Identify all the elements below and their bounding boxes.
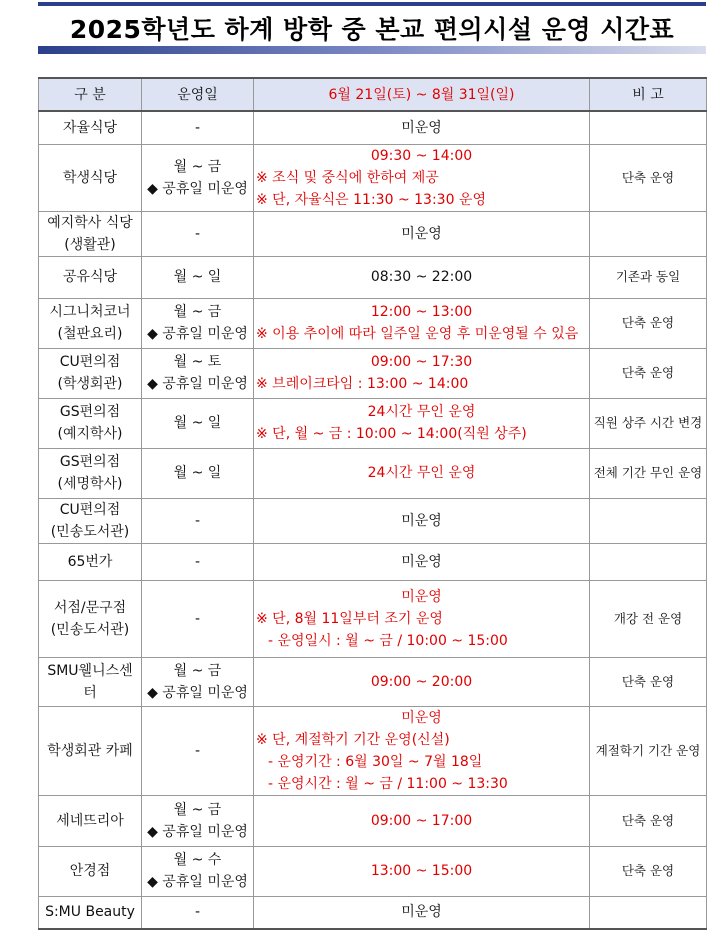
operating-days-cell — [142, 543, 254, 580]
facility-name-cell — [39, 580, 142, 657]
title-bottom-rule — [38, 46, 706, 54]
facility-name: CU편의점 — [59, 354, 121, 370]
facility-name: 세네뜨리아 — [56, 812, 124, 829]
operating-days: - — [194, 904, 201, 921]
facility-name: S:MU Beauty — [45, 904, 135, 921]
operating-days: 월 ~ 금 — [173, 158, 222, 175]
facility-name: SMU웰니스센터 — [47, 662, 133, 701]
facility-name-cell — [39, 298, 142, 348]
holiday-note: ◆ 공휴일 미운영 — [147, 684, 248, 701]
facility-name: 예지학사 식당 — [47, 214, 133, 231]
table-row — [39, 211, 707, 256]
hours-note: ※ 이용 추이에 따라 일주일 운영 후 미운영될 수 있음 — [256, 326, 579, 342]
hours-note: ※ 브레이크타임 : 13:00 ~ 14:00 — [256, 376, 469, 392]
operating-days-cell — [142, 795, 254, 846]
page-title: 2025학년도 하계 방학 중 본교 편의시설 운영 시간표 — [69, 15, 675, 44]
operating-hours: 09:00 ~ 17:00 — [370, 812, 473, 829]
operating-hours-cell — [254, 846, 590, 896]
facility-name-cell — [39, 211, 142, 256]
table-row — [39, 448, 707, 498]
operating-days-cell — [142, 144, 254, 211]
facility-name-cell — [39, 448, 142, 498]
table-row — [39, 795, 707, 846]
hours-note: - 운영기간 : 6월 30일 ~ 7월 18일 — [268, 753, 483, 770]
operating-days-cell — [142, 298, 254, 348]
remark-cell: 단축 운영 — [590, 144, 707, 211]
operating-hours: 미운영 — [401, 512, 442, 529]
remark-cell — [590, 498, 707, 543]
holiday-note: ◆ 공휴일 미운영 — [147, 326, 248, 342]
remark-cell: 단축 운영 — [590, 348, 707, 398]
operating-hours: 미운영 — [401, 588, 442, 605]
table-row — [39, 256, 707, 298]
facility-name-cell — [39, 256, 142, 298]
facility-name: 시그니처코너 — [49, 304, 131, 320]
remark-cell: 단축 운영 — [590, 657, 707, 706]
operating-hours-cell — [254, 543, 590, 580]
facility-name: (민송도서관) — [50, 621, 130, 638]
operating-hours: 미운영 — [401, 119, 442, 136]
facility-name: 학생회관 카페 — [47, 742, 133, 759]
operating-days-cell — [142, 256, 254, 298]
hours-note: ※ 단, 8월 11일부터 조기 운영 — [256, 610, 443, 627]
title-top-rule — [38, 2, 706, 6]
hours-note: ※ 단, 월 ~ 금 : 10:00 ~ 14:00(직원 상주) — [256, 426, 527, 442]
remark-cell — [590, 111, 707, 144]
operating-days-cell — [142, 398, 254, 448]
table-header-row — [39, 78, 707, 111]
facility-name-cell — [39, 896, 142, 929]
facility-name: (철판요리) — [57, 326, 123, 342]
remark-cell: 기존과 동일 — [590, 256, 707, 298]
operating-hours-cell — [254, 896, 590, 929]
operating-days: - — [194, 225, 201, 242]
remark-cell: 전체 기간 무인 운영 — [590, 448, 707, 498]
table-row — [39, 498, 707, 543]
facility-name-cell — [39, 795, 142, 846]
facility-name: (학생회관) — [57, 376, 123, 392]
operating-hours-cell — [254, 398, 590, 448]
facility-name: 65번가 — [67, 553, 113, 570]
operating-days-cell — [142, 211, 254, 256]
hours-note: - 운영시간 : 월 ~ 금 / 11:00 ~ 13:30 — [268, 775, 508, 792]
operating-hours: 13:00 ~ 15:00 — [370, 863, 473, 879]
facility-name: (민송도서관) — [50, 523, 130, 540]
remark-cell — [590, 211, 707, 256]
operating-hours: 24시간 무인 운영 — [367, 465, 476, 481]
hours-note: ※ 단, 계절학기 기간 운영(신설) — [256, 731, 450, 748]
operating-days: - — [194, 512, 201, 529]
operating-hours-cell — [254, 657, 590, 706]
operating-days-cell — [142, 580, 254, 657]
operating-days: 월 ~ 일 — [173, 269, 222, 285]
remark-cell: 단축 운영 — [590, 846, 707, 896]
header-days: 운영일 — [142, 78, 254, 111]
operating-days: 월 ~ 수 — [173, 852, 222, 868]
header-category: 구 분 — [39, 78, 142, 111]
hours-note: - 운영일시 : 월 ~ 금 / 10:00 ~ 15:00 — [268, 632, 508, 649]
schedule-table — [38, 77, 707, 930]
operating-days: 월 ~ 금 — [173, 304, 222, 320]
operating-hours: 08:30 ~ 22:00 — [370, 269, 473, 285]
facility-name: 공유식당 — [62, 269, 118, 285]
facility-name-cell — [39, 498, 142, 543]
operating-hours-cell — [254, 706, 590, 795]
table-row — [39, 348, 707, 398]
operating-days: 월 ~ 금 — [173, 801, 222, 818]
table-row — [39, 896, 707, 929]
holiday-note: ◆ 공휴일 미운영 — [147, 874, 248, 890]
operating-hours-cell — [254, 144, 590, 211]
operating-days: - — [194, 610, 201, 627]
operating-days: - — [194, 742, 201, 759]
facility-name-cell — [39, 144, 142, 211]
remark-cell: 단축 운영 — [590, 795, 707, 846]
operating-days: 월 ~ 금 — [173, 662, 222, 679]
operating-hours: 09:30 ~ 14:00 — [370, 147, 473, 164]
operating-days: 월 ~ 일 — [173, 465, 222, 481]
operating-hours-cell — [254, 298, 590, 348]
operating-hours: 24시간 무인 운영 — [367, 404, 476, 420]
header-period: 6월 21일(토) ~ 8월 31일(일) — [254, 78, 590, 111]
operating-hours: 09:00 ~ 17:30 — [370, 354, 473, 370]
operating-hours: 미운영 — [401, 225, 442, 242]
facility-name-cell — [39, 111, 142, 144]
remark-cell — [590, 896, 707, 929]
header-remarks: 비 고 — [590, 78, 707, 111]
table-row — [39, 657, 707, 706]
facility-name-cell — [39, 706, 142, 795]
operating-hours-cell — [254, 256, 590, 298]
operating-hours-cell — [254, 211, 590, 256]
facility-name: GS편의점 — [59, 404, 121, 420]
remark-cell — [590, 543, 707, 580]
table-row — [39, 144, 707, 211]
hours-note: ※ 단, 자율식은 11:30 ~ 13:30 운영 — [256, 191, 486, 208]
facility-name-cell — [39, 398, 142, 448]
facility-name-cell — [39, 543, 142, 580]
holiday-note: ◆ 공휴일 미운영 — [147, 376, 248, 392]
operating-days: - — [194, 553, 201, 570]
operating-hours: 12:00 ~ 13:00 — [370, 304, 473, 320]
table-row — [39, 111, 707, 144]
remark-cell: 개강 전 운영 — [590, 580, 707, 657]
operating-days: 월 ~ 토 — [173, 354, 222, 370]
table-row — [39, 298, 707, 348]
facility-name: (예지학사) — [57, 426, 123, 442]
remark-cell: 단축 운영 — [590, 298, 707, 348]
title-band — [38, 2, 706, 54]
operating-days-cell — [142, 706, 254, 795]
operating-hours-cell — [254, 348, 590, 398]
facility-name: 서점/문구점 — [53, 599, 127, 616]
facility-name: GS편의점 — [59, 454, 121, 470]
facility-name: 자율식당 — [62, 119, 118, 136]
operating-days-cell — [142, 657, 254, 706]
facility-name: CU편의점 — [59, 501, 121, 518]
operating-hours: 미운영 — [401, 904, 442, 921]
operating-days-cell — [142, 498, 254, 543]
operating-days: 월 ~ 일 — [173, 415, 222, 431]
table-row — [39, 706, 707, 795]
facility-name-cell — [39, 846, 142, 896]
operating-days-cell — [142, 448, 254, 498]
facility-name-cell — [39, 657, 142, 706]
operating-hours-cell — [254, 448, 590, 498]
operating-hours: 미운영 — [401, 709, 442, 726]
hours-note: ※ 조식 및 중식에 한하여 제공 — [256, 169, 439, 186]
facility-name: 안경점 — [69, 863, 111, 879]
operating-days: - — [194, 119, 201, 136]
facility-name: (세명학사) — [57, 476, 123, 492]
facility-name: (생활관) — [64, 236, 116, 253]
operating-hours-cell — [254, 795, 590, 846]
operating-hours: 09:00 ~ 20:00 — [370, 673, 473, 690]
table-row — [39, 846, 707, 896]
operating-days-cell — [142, 111, 254, 144]
operating-days-cell — [142, 846, 254, 896]
table-row — [39, 580, 707, 657]
remark-cell: 계절학기 기간 운영 — [590, 706, 707, 795]
facility-name: 학생식당 — [62, 169, 118, 186]
table-row — [39, 398, 707, 448]
operating-hours: 미운영 — [401, 553, 442, 570]
operating-days-cell — [142, 348, 254, 398]
operating-hours-cell — [254, 111, 590, 144]
holiday-note: ◆ 공휴일 미운영 — [147, 823, 248, 840]
schedule-body — [39, 111, 707, 929]
table-row — [39, 543, 707, 580]
holiday-note: ◆ 공휴일 미운영 — [147, 180, 248, 197]
operating-hours-cell — [254, 580, 590, 657]
remark-cell: 직원 상주 시간 변경 — [590, 398, 707, 448]
operating-days-cell — [142, 896, 254, 929]
facility-name-cell — [39, 348, 142, 398]
operating-hours-cell — [254, 498, 590, 543]
